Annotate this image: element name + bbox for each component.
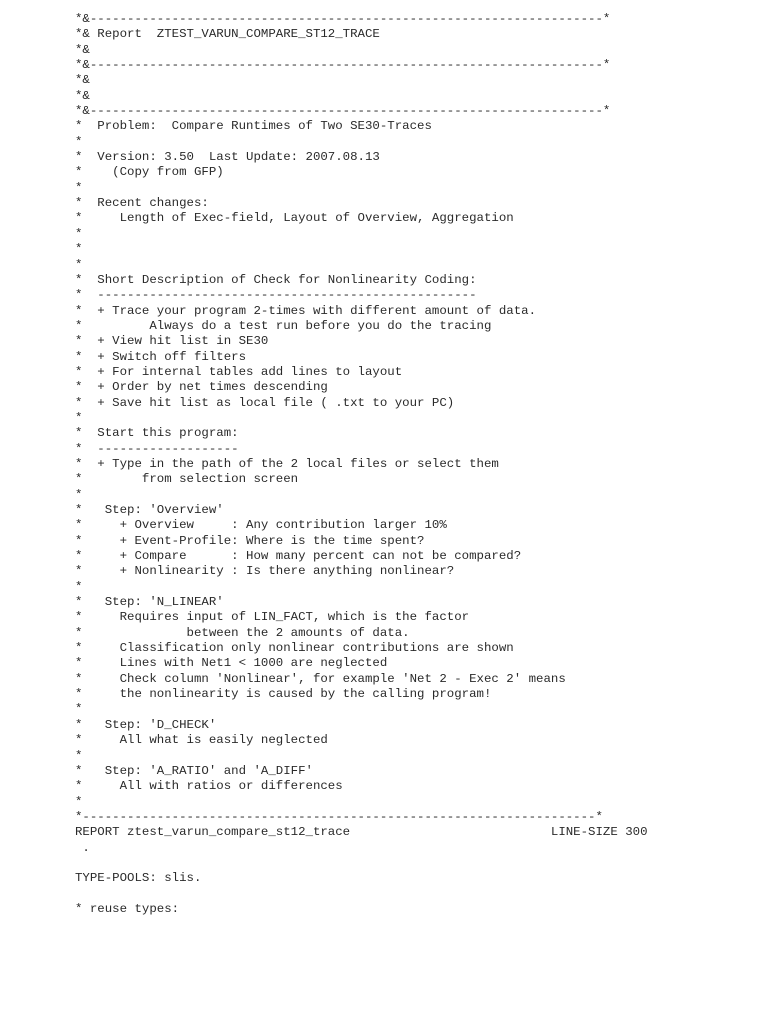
code-line-53: *---------------------------------------------------------------------* bbox=[75, 809, 603, 824]
code-line-20: * + Trace your program 2-times with different amount of data. bbox=[75, 303, 537, 318]
code-line-24: * + For internal tables add lines to layout bbox=[75, 364, 403, 379]
code-line-17: * bbox=[75, 257, 83, 272]
code-line-51: * All with ratios or differences bbox=[75, 779, 343, 794]
code-line-16: * bbox=[75, 242, 83, 257]
code-line-40: * Requires input of LIN_FACT, which is the factor bbox=[75, 610, 470, 625]
code-line-57: TYPE-POOLS: slis. bbox=[75, 871, 202, 886]
code-line-12: * bbox=[75, 180, 83, 195]
code-line-26: * + Save hit list as local file ( .txt to your PC) bbox=[75, 395, 455, 410]
code-line-58 bbox=[75, 887, 745, 902]
code-line-25: * + Order by net times descending bbox=[75, 380, 328, 395]
code-line-48: * All what is easily neglected bbox=[75, 733, 328, 748]
code-line-4: *&---------------------------------------------------------------------* bbox=[75, 58, 611, 73]
code-line-54: REPORT ztest_varun_compare_st12_trace LINE-SIZE 300 bbox=[75, 825, 648, 840]
code-line-49: * bbox=[75, 748, 83, 763]
code-line-41: * between the 2 amounts of data. bbox=[75, 625, 410, 640]
code-line-33: * Step: 'Overview' bbox=[75, 503, 224, 517]
code-line-56 bbox=[75, 856, 745, 871]
code-line-45: * the nonlinearity is caused by the calling program! bbox=[75, 687, 492, 702]
code-line-14: * Length of Exec-field, Layout of Overview, Aggregation bbox=[75, 211, 514, 226]
code-line-38: * bbox=[75, 579, 83, 594]
code-line-59: * reuse types: bbox=[75, 901, 180, 916]
code-line-27: * bbox=[75, 410, 83, 425]
code-line-55: . bbox=[75, 840, 90, 855]
code-line-29: * ------------------- bbox=[75, 441, 239, 456]
code-line-23: * + Switch off filters bbox=[75, 349, 247, 364]
code-line-46: * bbox=[75, 702, 83, 717]
code-line-7: *&---------------------------------------------------------------------* bbox=[75, 104, 611, 119]
code-line-11: * (Copy from GFP) bbox=[75, 165, 224, 180]
code-line-6: *& bbox=[75, 88, 90, 103]
code-line-8: * Problem: Compare Runtimes of Two SE30-Traces bbox=[75, 119, 432, 134]
code-line-5: *& bbox=[75, 73, 90, 88]
code-line-22: * + View hit list in SE30 bbox=[75, 334, 269, 349]
code-line-2: *& Report ZTEST_VARUN_COMPARE_ST12_TRACE bbox=[75, 27, 380, 42]
code-line-50: * Step: 'A_RATIO' and 'A_DIFF' bbox=[75, 763, 313, 778]
code-line-32: * bbox=[75, 487, 83, 502]
code-line-1: *&---------------------------------------------------------------------* bbox=[75, 12, 611, 26]
code-line-19: * --------------------------------------------------- bbox=[75, 288, 477, 303]
code-line-35: * + Event-Profile: Where is the time spent? bbox=[75, 533, 425, 548]
code-line-31: * from selection screen bbox=[75, 472, 299, 487]
code-line-18: * Short Description of Check for Nonlinearity Coding: bbox=[75, 272, 477, 287]
code-line-13: * Recent changes: bbox=[75, 196, 209, 211]
code-line-10: * Version: 3.50 Last Update: 2007.08.13 bbox=[75, 150, 380, 165]
code-line-34: * + Overview : Any contribution larger 10% bbox=[75, 518, 447, 533]
code-line-37: * + Nonlinearity : Is there anything nonlinear? bbox=[75, 564, 455, 579]
code-line-9: * bbox=[75, 134, 83, 149]
code-line-28: * Start this program: bbox=[75, 426, 239, 441]
code-line-3: *& bbox=[75, 42, 90, 57]
code-line-30: * + Type in the path of the 2 local files or select them bbox=[75, 456, 499, 471]
code-line-44: * Check column 'Nonlinear', for example 'Net 2 - Exec 2' means bbox=[75, 671, 566, 686]
code-line-39: * Step: 'N_LINEAR' bbox=[75, 595, 224, 610]
source-code-listing bbox=[75, 12, 745, 917]
code-line-21: * Always do a test run before you do the tracing bbox=[75, 318, 492, 333]
code-line-47: * Step: 'D_CHECK' bbox=[75, 717, 217, 732]
code-line-52: * bbox=[75, 794, 83, 809]
code-line-36: * + Compare : How many percent can not be compared? bbox=[75, 549, 522, 564]
code-line-42: * Classification only nonlinear contributions are shown bbox=[75, 641, 514, 656]
code-line-15: * bbox=[75, 226, 83, 241]
code-line-43: * Lines with Net1 < 1000 are neglected bbox=[75, 656, 388, 671]
